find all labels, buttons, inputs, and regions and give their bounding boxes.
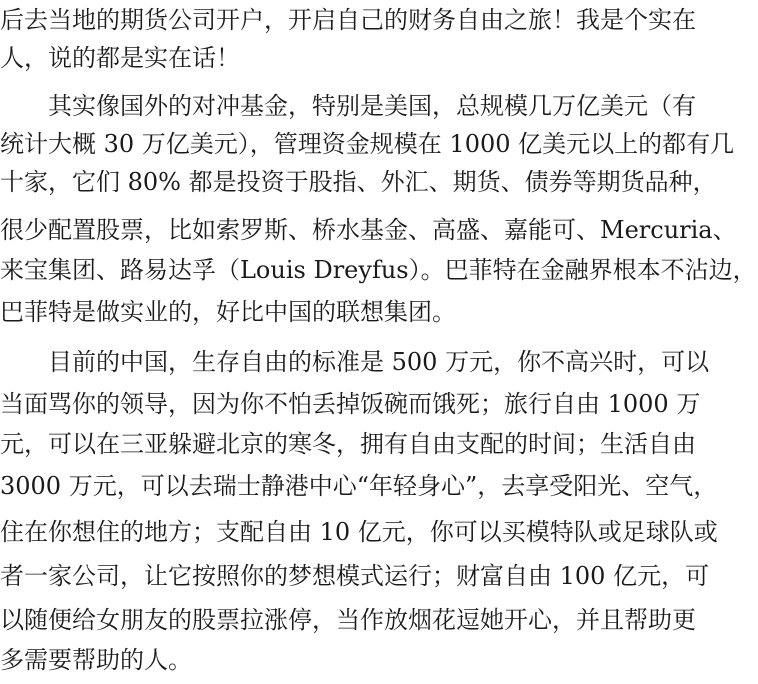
text-line: 统计大概 30 万亿美元），管理资金规模在 1000 亿美元以上的都有几 bbox=[0, 130, 735, 158]
paragraph-start-line: 目前的中国，生存自由的标准是 500 万元，你不高兴时，可以 bbox=[48, 348, 710, 376]
text-line: 住在你想住的地方；支配自由 10 亿元，你可以买模特队或足球队或 bbox=[0, 518, 718, 546]
text-line: 多需要帮助的人。 bbox=[0, 646, 192, 674]
text-line: 来宝集团、路易达孚（Louis Dreyfus）。巴菲特在金融界根本不沾边， bbox=[0, 256, 757, 284]
text-line: 当面骂你的领导，因为你不怕丢掉饭碗而饿死；旅行自由 1000 万 bbox=[0, 390, 701, 418]
text-line: 以随便给女朋友的股票拉涨停，当作放烟花逗她开心，并且帮助更 bbox=[0, 606, 696, 634]
text-line: 十家，它们 80% 都是投资于股指、外汇、期货、债券等期货品种， bbox=[0, 168, 717, 196]
paragraph-start-line: 其实像国外的对冲基金，特别是美国，总规模几万亿美元（有 bbox=[48, 92, 696, 120]
text-line: 3000 万元，可以去瑞士静港中心“年轻身心”，去享受阳光、空气， bbox=[0, 472, 718, 500]
text-line: 者一家公司，让它按照你的梦想模式运行；财富自由 100 亿元，可 bbox=[0, 562, 710, 590]
text-line: 人，说的都是实在话！ bbox=[0, 44, 240, 72]
text-line: 元，可以在三亚躲避北京的寒冬，拥有自由支配的时间；生活自由 bbox=[0, 430, 696, 458]
text-line: 后去当地的期货公司开户，开启自己的财务自由之旅！我是个实在 bbox=[0, 6, 696, 34]
text-line: 很少配置股票，比如索罗斯、桥水基金、高盛、嘉能可、Mercuria、 bbox=[0, 216, 737, 244]
text-line: 巴菲特是做实业的，好比中国的联想集团。 bbox=[0, 298, 456, 326]
